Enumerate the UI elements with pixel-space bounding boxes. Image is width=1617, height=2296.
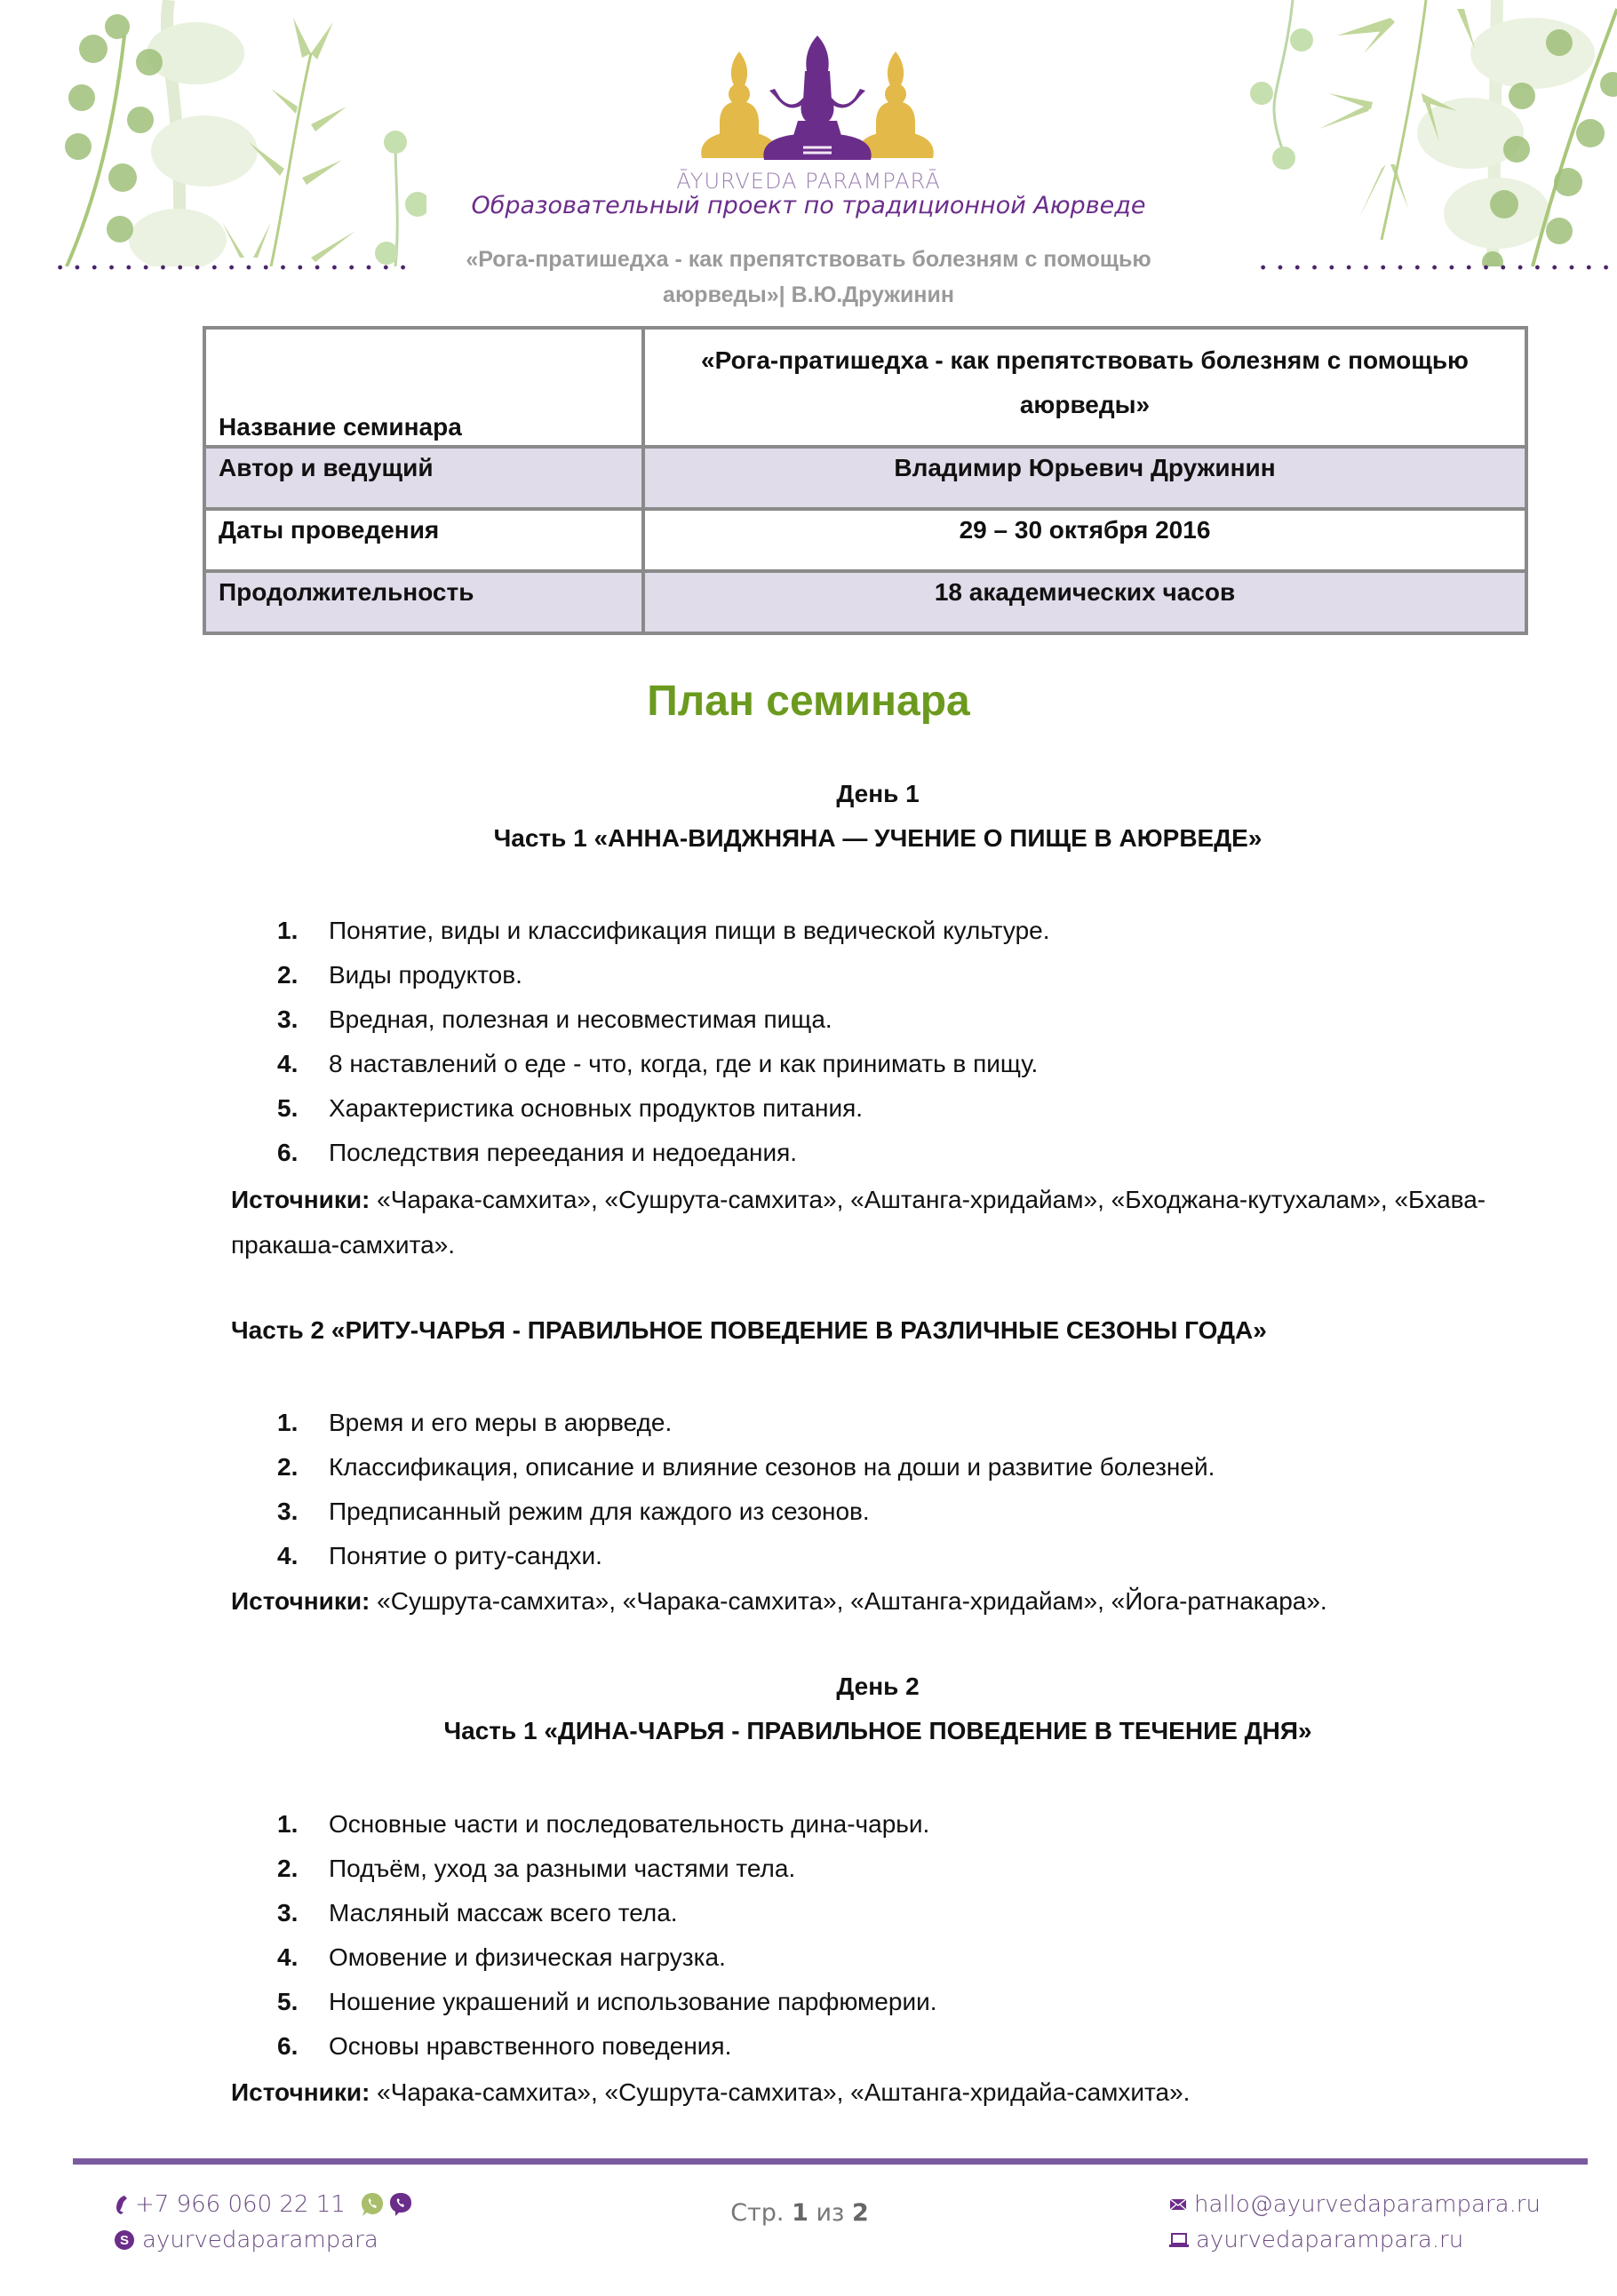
running-header-line-1: «Рога-пратишедха - как препятствовать болезням с помощью	[466, 247, 1151, 272]
running-header-line-2: аюрведы»| В.Ю.Дружинин	[663, 282, 954, 307]
footer-phone	[114, 2191, 420, 2218]
item-number: 1.	[277, 1810, 299, 1838]
day-heading: День 1	[836, 780, 920, 807]
item-number: 3.	[277, 1005, 299, 1033]
footer-skype	[114, 2227, 378, 2253]
item-text: 8 наставлений о еде - что, когда, где и как принимать в пищу.	[329, 1050, 1039, 1077]
item-number: 1.	[277, 1409, 299, 1436]
item-number: 2.	[277, 1855, 299, 1882]
part-heading: Часть 1 «АННА-ВИДЖНЯНА — УЧЕНИЕ О ПИЩЕ В АЮРВЕДЕ»	[493, 824, 1263, 852]
page-prefix: Стр.	[730, 2199, 785, 2227]
item-number: 4.	[277, 1050, 299, 1077]
brand-tagline: Образовательный проект по традиционной Аюрведе	[471, 192, 1146, 219]
svg-text:S: S	[119, 2233, 130, 2248]
list-item	[277, 2024, 937, 2069]
list-item	[277, 1847, 937, 1891]
table-row	[204, 509, 1526, 571]
item-text: Время и его меры в аюрведе.	[329, 1409, 673, 1436]
item-number: 3.	[277, 1498, 299, 1525]
running-header-title	[409, 242, 1208, 313]
gold-figure-right-icon	[857, 52, 934, 158]
topic-list	[277, 909, 1050, 1175]
sources-label: Источники:	[231, 2078, 370, 2106]
row-label: Продолжительность	[204, 571, 643, 633]
row-value: 29 – 30 октября 2016	[643, 509, 1526, 571]
item-text: Масляный массаж всего тела.	[329, 1899, 678, 1927]
list-item	[277, 1445, 1215, 1490]
row-value: 18 академических часов	[643, 571, 1526, 633]
part-heading: Часть 2 «РИТУ-ЧАРЬЯ - ПРАВИЛЬНОЕ ПОВЕДЕНИЕ В РАЗЛИЧНЫЕ СЕЗОНЫ ГОДА»	[231, 1316, 1267, 1344]
item-text: Подъём, уход за разными частями тела.	[329, 1855, 796, 1882]
list-item	[277, 909, 1050, 953]
botanical-decoration-right	[1239, 0, 1617, 266]
footer-email	[1169, 2191, 1541, 2218]
phone-number[interactable]: +7 966 060 22 11	[135, 2191, 346, 2218]
purple-figure-center-icon	[763, 36, 871, 160]
brand-name: ĀYURVEDA PARAMPARĀ	[676, 169, 941, 194]
list-item	[277, 1935, 937, 1980]
item-text: Ношение украшений и использование парфюмерии.	[329, 1988, 937, 2015]
page-current: 1	[792, 2199, 808, 2227]
sources-label: Источники:	[231, 1186, 370, 1213]
viber-icon[interactable]	[388, 2191, 413, 2218]
footer-divider	[73, 2158, 1588, 2165]
sources-paragraph	[231, 2070, 1510, 2115]
row-value: «Рога-пратишедха - как препятствовать болезням с помощью аюрведы»	[643, 328, 1526, 447]
page-total: 2	[852, 2199, 869, 2227]
item-text: Предписанный режим для каждого из сезонов.	[329, 1498, 870, 1525]
sources-paragraph	[231, 1177, 1510, 1267]
page-separator: из	[816, 2199, 845, 2227]
list-item	[277, 953, 1050, 997]
email-link[interactable]: hallo@ayurvedaparampara.ru	[1194, 2191, 1541, 2218]
item-text: Характеристика основных продуктов питания.	[329, 1094, 864, 1122]
dotted-divider-right	[1255, 265, 1617, 270]
list-item	[277, 1802, 937, 1847]
seminar-info-table	[203, 326, 1528, 635]
item-text: Последствия переедания и недоедания.	[329, 1139, 798, 1166]
list-item	[277, 1042, 1050, 1086]
item-text: Классификация, описание и влияние сезонов на доши и развитие болезней.	[329, 1453, 1215, 1481]
sources-text: «Чарака-самхита», «Сушрута-самхита», «Аштанга-хридайа-самхита».	[377, 2078, 1191, 2106]
row-value: Владимир Юрьевич Дружинин	[643, 447, 1526, 509]
list-item	[277, 997, 1050, 1042]
skype-handle[interactable]: ayurvedaparampara	[142, 2227, 378, 2253]
day-heading: День 2	[836, 1672, 920, 1700]
page-number	[693, 2199, 906, 2227]
sources-text: «Чарака-самхита», «Сушрута-самхита», «Аштанга-хридайам», «Бходжана-кутухалам», «Бхава-пракаша-самхита».	[231, 1186, 1486, 1259]
sources-paragraph	[231, 1578, 1510, 1624]
item-text: Основы нравственного поведения.	[329, 2032, 732, 2060]
item-number: 2.	[277, 961, 299, 989]
gold-figure-left-icon	[701, 52, 777, 158]
list-item	[277, 1891, 937, 1935]
table-row	[204, 571, 1526, 633]
item-text: Понятие, виды и классификация пищи в ведической культуре.	[329, 917, 1050, 944]
topic-list	[277, 1401, 1215, 1578]
part-heading: Часть 1 «ДИНА-ЧАРЬЯ - ПРАВИЛЬНОЕ ПОВЕДЕНИЕ В ТЕЧЕНИЕ ДНЯ»	[443, 1717, 1312, 1744]
list-item	[277, 1086, 1050, 1131]
item-text: Виды продуктов.	[329, 961, 522, 989]
footer-website	[1169, 2227, 1463, 2253]
list-item	[277, 1534, 1215, 1578]
item-text: Омовение и физическая нагрузка.	[329, 1943, 726, 1971]
item-number: 5.	[277, 1094, 299, 1122]
plan-title: План семинара	[647, 678, 970, 725]
table-row	[204, 447, 1526, 509]
row-label: Даты проведения	[204, 509, 643, 571]
dotted-divider-left	[52, 265, 407, 270]
envelope-icon	[1169, 2197, 1187, 2212]
sources-label: Источники:	[231, 1587, 370, 1615]
botanical-decoration-left	[44, 0, 426, 266]
whatsapp-icon[interactable]	[360, 2191, 385, 2218]
item-text: Вредная, полезная и несовместимая пища.	[329, 1005, 832, 1033]
website-link[interactable]: ayurvedaparampara.ru	[1196, 2227, 1464, 2253]
item-text: Понятие о риту-сандхи.	[329, 1542, 602, 1569]
skype-icon	[114, 2229, 135, 2251]
item-number: 4.	[277, 1542, 299, 1569]
item-number: 5.	[277, 1988, 299, 2015]
item-number: 4.	[277, 1943, 299, 1971]
laptop-icon	[1169, 2231, 1189, 2249]
list-item	[277, 1490, 1215, 1534]
sources-text: «Сушрута-самхита», «Чарака-самхита», «Аштанга-хридайам», «Йога-ратнакара».	[377, 1587, 1327, 1615]
ayurveda-parampara-logo	[693, 34, 942, 167]
phone-icon	[114, 2194, 128, 2215]
item-number: 3.	[277, 1899, 299, 1927]
row-label: Название семинара	[204, 328, 643, 447]
table-row	[204, 328, 1526, 447]
list-item	[277, 1980, 937, 2024]
item-text: Основные части и последовательность дина-чарьи.	[329, 1810, 930, 1838]
item-number: 6.	[277, 2032, 299, 2060]
item-number: 2.	[277, 1453, 299, 1481]
list-item	[277, 1131, 1050, 1175]
row-label: Автор и ведущий	[204, 447, 643, 509]
list-item	[277, 1401, 1215, 1445]
item-number: 6.	[277, 1139, 299, 1166]
item-number: 1.	[277, 917, 299, 944]
topic-list	[277, 1802, 937, 2069]
